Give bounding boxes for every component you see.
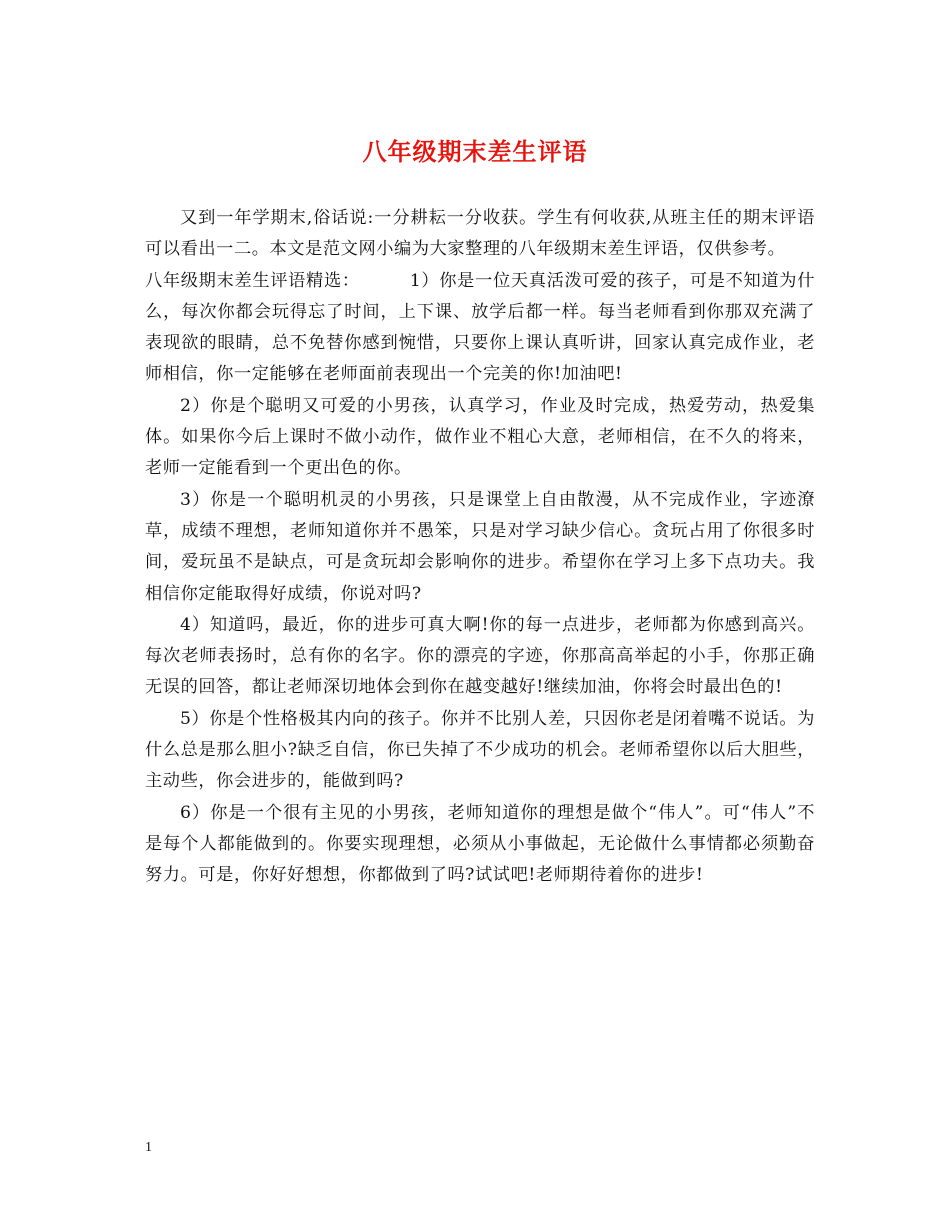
- section-label: 八年级期末差生评语精选：: [145, 270, 360, 291]
- intro-paragraph: 又到一年学期末,俗话说:一分耕耘一分收获。学生有何收获,从班主任的期末评语可以看出一二。本文是范文网小编为大家整理的八年级期末差生评语，仅供参考。: [145, 208, 815, 260]
- section-paragraph: [145, 266, 815, 391]
- comment-item-1: 1）你是一位天真活泼可爱的孩子，可是不知道为什么，每次你都会玩得忘了时间，上下课、放学后都一样。每当老师看到你那双充满了表现欲的眼睛，总不免替你感到惋惜，只要你上课认真听讲，回家认真完成作业，老师相信，你一定能够在老师面前表现出一个完美的你!加油吧!: [145, 270, 815, 385]
- comment-item-4: 4）知道吗，最近，你的进步可真大啊!你的每一点进步，老师都为你感到高兴。每次老师表扬时，总有你的名字。你的漂亮的字迹，你那高高举起的小手，你那正确无误的回答，都让老师深切地体会到你在越变越好!继续加油，你将会时最出色的!: [145, 614, 815, 698]
- comment-item-5: 5）你是个性格极其内向的孩子。你并不比别人差，只因你老是闭着嘴不说话。为什么总是那么胆小?缺乏自信，你已失掉了不少成功的机会。老师希望你以后大胆些，主动些，你会进步的，能做到吗?: [145, 708, 815, 792]
- comment-item-3: 3）你是一个聪明机灵的小男孩，只是课堂上自由散漫，从不完成作业，字迹潦草，成绩不理想，老师知道你并不愚笨，只是对学习缺少信心。贪玩占用了你很多时间，爱玩虽不是缺点，可是贪玩却会影响你的进步。希望你在学习上多下点功夫。我相信你定能取得好成绩，你说对吗?: [145, 489, 815, 604]
- document-body: [145, 203, 815, 892]
- comment-item-2: 2）你是个聪明又可爱的小男孩，认真学习，作业及时完成，热爱劳动，热爱集体。如果你今后上课时不做小动作，做作业不粗心大意，老师相信，在不久的将来，老师一定能看到一个更出色的你。: [145, 395, 815, 479]
- document-title: 八年级期末差生评语: [362, 137, 588, 166]
- page-number: 1: [145, 1140, 152, 1155]
- comment-item-6: 6）你是一个很有主见的小男孩，老师知道你的理想是做个“伟人”。可“伟人”不是每个人都能做到的。你要实现理想，必须从小事做起，无论做什么事情都必须勤奋努力。可是，你好好想想，你都做到了吗?试试吧!老师期待着你的进步!: [145, 802, 815, 886]
